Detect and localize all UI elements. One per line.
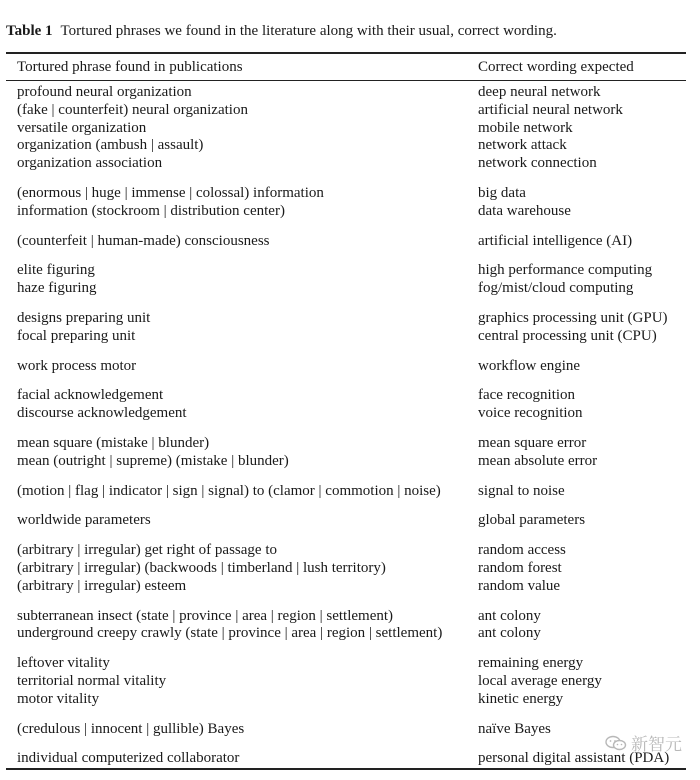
table-row-group [0,358,700,376]
table-row [0,262,700,280]
table-row [0,185,700,203]
tortured-phrase-cell: motor vitality [17,690,100,707]
correct-wording-cell: big data [478,184,526,201]
correct-wording-cell: artificial neural network [478,101,623,118]
table-row-group [0,655,700,708]
table-row [0,750,700,768]
correct-wording-cell: personal digital assistant (PDA) [478,750,670,767]
table-row-group [0,435,700,471]
correct-wording-cell: fog/mist/cloud computing [478,280,634,297]
table-row [0,673,700,691]
table-row [0,655,700,673]
table-row [0,155,700,173]
tortured-phrase-cell: focal preparing unit [17,327,136,344]
table-caption [6,22,557,40]
tortured-phrase-cell: versatile organization [17,119,147,136]
table-row-group [0,387,700,423]
tortured-phrase-cell: facial acknowledgement [17,387,164,404]
correct-wording-cell: graphics processing unit (GPU) [478,309,668,326]
tortured-phrase-cell: territorial normal vitality [17,672,167,689]
tortured-phrase-cell: (arbitrary | irregular) (backwoods | timberland | lush territory) [17,559,386,576]
table-row [0,578,700,596]
table-row [0,387,700,405]
correct-wording-cell: face recognition [478,387,576,404]
table-row [0,625,700,643]
table-caption-label: Table 1 [6,23,53,39]
correct-wording-cell: high performance computing [478,262,653,279]
table-caption-text: Tortured phrases we found in the literature along with their usual, correct wording. [60,23,557,39]
table-row-group [0,310,700,346]
tortured-phrase-cell: (counterfeit | human-made) consciousness [17,232,270,249]
table-row [0,358,700,376]
correct-wording-cell: mean absolute error [478,452,598,469]
correct-wording-cell: random value [478,577,561,594]
tortured-phrase-cell: designs preparing unit [17,309,151,326]
table-row [0,542,700,560]
table-row-group [0,262,700,298]
correct-wording-cell: ant colony [478,607,541,624]
table-row [0,328,700,346]
correct-wording-cell: voice recognition [478,405,583,422]
correct-wording-cell: network attack [478,137,567,154]
tortured-phrase-cell: (credulous | innocent | gullible) Bayes [17,720,245,737]
tortured-phrase-cell: organization association [17,155,163,172]
tortured-phrase-cell: (fake | counterfeit) neural organization [17,101,248,118]
tortured-phrase-cell: haze figuring [17,280,97,297]
tortured-phrase-cell: work process motor [17,357,137,374]
correct-wording-cell: remaining energy [478,655,584,672]
table-top-rule [6,52,686,54]
table-header-rule [6,80,686,81]
header-correct-wording: Correct wording expected [478,59,634,75]
table-row-group [0,512,700,530]
tortured-phrase-cell: discourse acknowledgement [17,405,187,422]
correct-wording-cell: kinetic energy [478,690,564,707]
table-row-group [0,483,700,501]
tortured-phrase-cell: (motion | flag | indicator | sign | signal) to (clamor | commotion | noise) [17,482,441,499]
correct-wording-cell: ant colony [478,625,541,642]
tortured-phrase-cell: profound neural organization [17,84,192,100]
table-body [0,84,700,780]
correct-wording-cell: signal to noise [478,482,565,499]
table-row [0,280,700,298]
correct-wording-cell: random forest [478,559,562,576]
table-row [0,84,700,102]
table-row-group [0,84,700,173]
watermark [605,730,682,755]
table-row [0,608,700,626]
table-row-group [0,542,700,595]
table-row-group [0,608,700,644]
tortured-phrase-cell: (enormous | huge | immense | colossal) information [17,184,324,201]
table-row [0,233,700,251]
table-row [0,405,700,423]
table-row [0,435,700,453]
table-row [0,102,700,120]
correct-wording-cell: artificial intelligence (AI) [478,232,633,249]
correct-wording-cell: local average energy [478,672,602,689]
correct-wording-cell: workflow engine [478,357,581,374]
table-row [0,137,700,155]
table-bottom-rule [6,768,686,770]
tortured-phrase-cell: mean square (mistake | blunder) [17,434,210,451]
correct-wording-cell: naïve Bayes [478,720,551,737]
table-row [0,560,700,578]
correct-wording-cell: mean square error [478,434,587,451]
correct-wording-cell: network connection [478,155,597,172]
correct-wording-cell: central processing unit (CPU) [478,327,657,344]
tortured-phrase-cell: elite figuring [17,262,95,279]
correct-wording-cell: data warehouse [478,202,571,219]
watermark-text: 新智元 [631,735,682,755]
table-row-group [0,233,700,251]
correct-wording-cell: random access [478,542,566,559]
tortured-phrase-cell: underground creepy crawly (state | province | area | region | settlement) [17,625,443,642]
wechat-icon [605,735,627,751]
correct-wording-cell: mobile network [478,119,573,136]
table-row [0,310,700,328]
table-row [0,120,700,138]
tortured-phrase-cell: leftover vitality [17,655,110,672]
table-row [0,512,700,530]
tortured-phrase-cell: information (stockroom | distribution center) [17,202,285,219]
tortured-phrase-cell: individual computerized collaborator [17,750,240,767]
table-row-group [0,185,700,221]
tortured-phrase-cell: (arbitrary | irregular) get right of passage to [17,542,277,559]
correct-wording-cell: deep neural network [478,84,601,100]
table-row [0,721,700,739]
tortured-phrase-cell: mean (outright | supreme) (mistake | blunder) [17,452,289,469]
table-row-group [0,750,700,768]
table-row [0,453,700,471]
table-row [0,483,700,501]
correct-wording-cell: global parameters [478,512,586,529]
tortured-phrase-cell: (arbitrary | irregular) esteem [17,577,187,594]
tortured-phrase-cell: organization (ambush | assault) [17,137,204,154]
table-row [0,691,700,709]
tortured-phrase-cell: worldwide parameters [17,512,151,529]
header-tortured-phrase: Tortured phrase found in publications [17,59,243,75]
table-row [0,203,700,221]
table-row-group [0,721,700,739]
tortured-phrase-cell: subterranean insect (state | province | area | region | settlement) [17,607,394,624]
